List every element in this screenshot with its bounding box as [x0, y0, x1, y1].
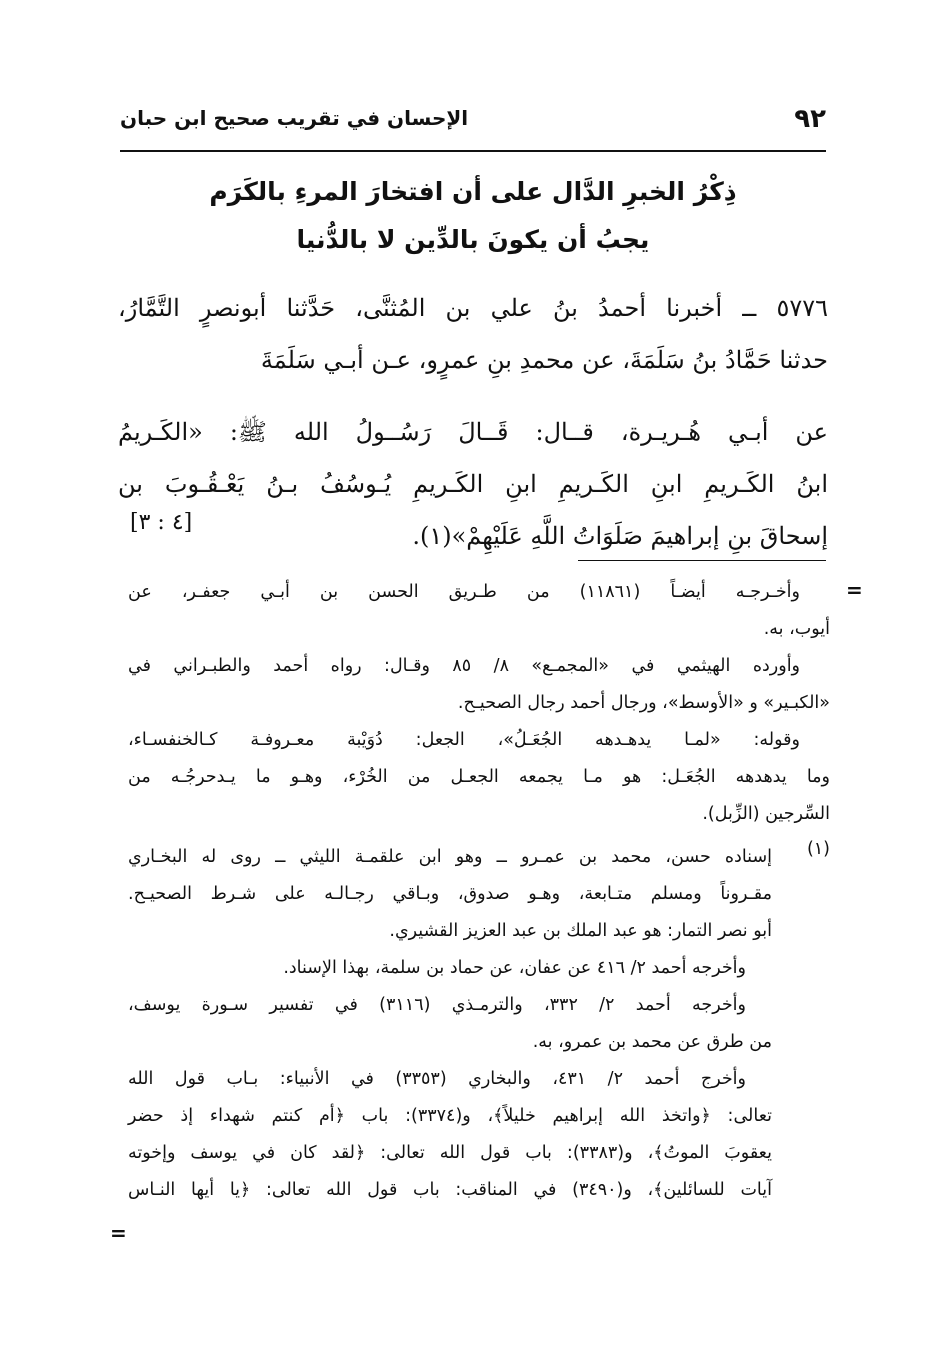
chapter-title-line-1: ذِكْرُ الخبرِ الدَّال على أن افتخارَ المرءِ بالكَرَم — [209, 177, 737, 206]
footnote-line: وأخرجه أحمد ٢/ ٤١٦ عن عفان، عن حماد بن سلمة، بهذا الإسناد. — [283, 958, 746, 978]
footnote-line: أبو نصر التمار: هو عبد الملك بن عبد العزيز القشيري. — [389, 921, 772, 941]
running-header — [120, 104, 826, 150]
hadith-line: حدثنا حَمَّادُ بنُ سَلَمَةَ، عن محمدِ بنِ عمرٍو، عـن أبـي سَلَمَةَ — [260, 346, 828, 374]
hadith-line: عن أبـي هُـريـرة، قــال: قَــالَ رَسُــولُ الله ﷺ: «الكَـريمُ — [118, 418, 828, 446]
header-rule — [120, 150, 826, 152]
footnote-line: مقـروناً ومسلم متـابعة، وهـو صدوق، وبـاقي رجـالـه على شـرط الصحيـح. — [128, 884, 772, 904]
continuation-mark: = — [846, 578, 863, 602]
footnote-line: وما يدهدهه الجُعَـل: هو مـا يجمعه الجعـل من الخُرْء، وهـو ما يـدحرجُـه من — [128, 767, 830, 787]
footnote-line: آيات للسائلين﴾، و(٣٤٩٠) في المناقب: باب قول الله تعالى: ﴿يا أيها النـاس — [128, 1180, 772, 1200]
hadith-line: ٥٧٧٦ ــ أخبرنا أحمدُ بنُ علي بن المُثنَّى، حَدَّثنا أبونصرٍ التَّمَّارُ، — [118, 294, 828, 322]
footnote-line: تعالى: ﴿واتخذ الله إبراهيم خليلاً﴾، و(٣٣٧٤): باب ﴿أم كنتم شهداء إذ حضر — [128, 1106, 773, 1126]
footnote-line: وأخـرجـه أيضـاً (١١٨٦١) من طـريق الحسن بن أبـي جعفـر، عن — [128, 582, 800, 602]
chapter-title — [120, 168, 826, 264]
hadith-text — [118, 282, 828, 562]
footnote-line: وأورده الهيثمي في «المجمـع» ٨/ ٨٥ وقـال: رواه أحمد والطبـراني في — [128, 656, 801, 676]
footnote-line: يعقوبَ الموتُ﴾، و(٣٣٨٣): باب قول الله تعالى: ﴿لقد كان في يوسف وإخوته — [128, 1143, 772, 1163]
footnote-line: أيوب، به. — [763, 619, 830, 639]
footnote-1 — [128, 839, 830, 1209]
book-title: الإحسان في تقريب صحيح ابن حبان — [120, 106, 469, 130]
footnote-line: من طرق عن محمد بن عمرو، به. — [532, 1032, 772, 1052]
volume-reference: [٤ : ٣] — [130, 510, 193, 535]
footnote-line: وأخرج أحمد ٢/ ٤٣١، والبخاري (٣٣٥٣) في الأنبياء: بـاب قول الله — [128, 1069, 746, 1089]
page-number: ٩٢ — [794, 104, 826, 134]
hadith-line: ابنُ الكَـريمِ ابنِ الكَـريمِ ابنِ الكَـريمِ يُـوسُفُ بـنُ يَعْـقُـوبَ بن — [118, 470, 829, 498]
footnote-line: وقوله: «لمـا يدهـدهه الجُعَـلُ»، الجعل: دُوَيْبة معـروفـة كـالخنفسـاء، — [128, 730, 800, 750]
continues-mark: = — [110, 1221, 127, 1245]
footnote-marker: (١) — [806, 839, 830, 859]
footnote-rule — [578, 560, 826, 561]
footnote-line: «الكبـير» و «الأوسط»، ورجال أحمد رجال الصحيـح. — [457, 693, 830, 713]
footnote-line: وأخرجه أحمد ٢/ ٣٣٢، والترمـذي (٣١١٦) في تفسير سـورة يوسف، — [128, 995, 746, 1015]
hadith-line: إسحاقَ بنِ إبراهيمَ صَلَوَاتُ اللَّهِ عَلَيْهِمْ»(١). — [412, 522, 828, 550]
footnote-line: إسناده حسن، محمد بن عمـرو ــ وهو ابن علقمـة الليثي ــ روى له البخـاري — [128, 847, 772, 867]
footnote-line: السِّرجين (الزِّبل). — [702, 804, 830, 824]
chapter-title-line-2: يجبُ أن يكونَ بالدِّين لا بالدُّنيا — [296, 225, 650, 254]
footnotes — [128, 574, 830, 1209]
